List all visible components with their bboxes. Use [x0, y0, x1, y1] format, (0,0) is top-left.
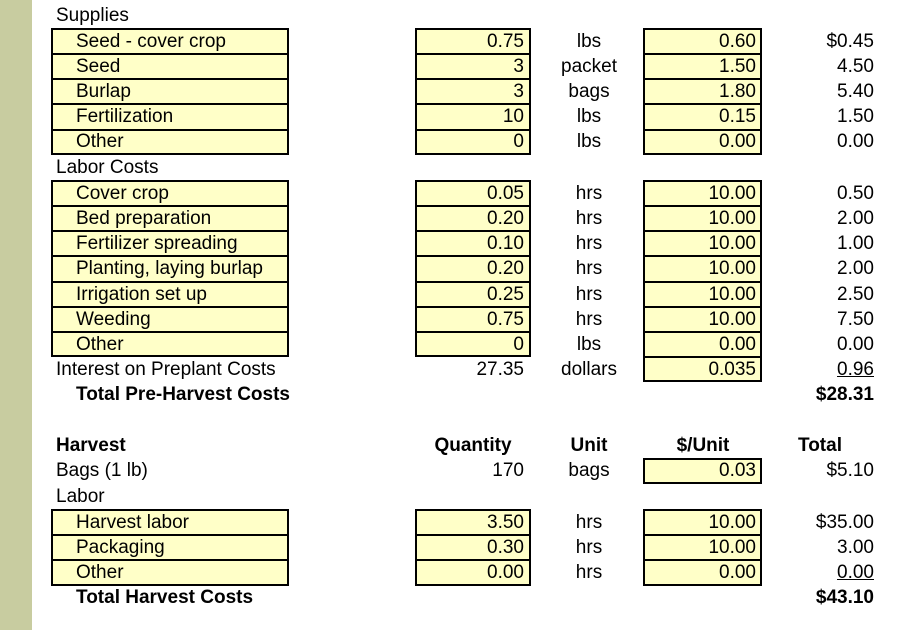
row-price[interactable]: 1.80 — [719, 81, 756, 102]
row-quantity[interactable]: 0.30 — [487, 537, 524, 558]
column-header-price: $/Unit — [676, 435, 730, 456]
column-header-quantity: Quantity — [434, 435, 512, 456]
table-row — [0, 206, 910, 231]
row-quantity[interactable]: 0 — [513, 334, 524, 355]
row-total: 0.00 — [837, 334, 874, 355]
table-row — [0, 535, 910, 560]
row-unit: lbs — [576, 31, 602, 52]
row-total: 5.40 — [837, 81, 874, 102]
row-total: 0.00 — [837, 131, 874, 152]
row-unit: hrs — [575, 208, 603, 229]
row-unit: hrs — [575, 309, 603, 330]
row-price[interactable]: 0.00 — [719, 562, 756, 583]
interest-unit: dollars — [561, 359, 617, 380]
row-price[interactable]: 0.00 — [719, 334, 756, 355]
row-label[interactable]: Bed preparation — [76, 208, 212, 229]
supplies-header-row — [0, 3, 910, 28]
row-quantity[interactable]: 0.00 — [487, 562, 524, 583]
row-price[interactable]: 10.00 — [708, 284, 756, 305]
total-preharvest-label: Total Pre-Harvest Costs — [76, 384, 290, 405]
row-label[interactable]: Irrigation set up — [76, 284, 207, 305]
row-total: 7.50 — [837, 309, 874, 330]
row-price[interactable]: 10.00 — [708, 183, 756, 204]
total-preharvest-row — [0, 382, 910, 407]
total-harvest-row — [0, 585, 910, 610]
row-price[interactable]: 0.60 — [719, 31, 756, 52]
row-quantity[interactable]: 0.75 — [487, 309, 524, 330]
row-quantity[interactable]: 3 — [513, 56, 524, 77]
row-label[interactable]: Seed — [76, 56, 121, 77]
section-labor: Labor — [56, 486, 105, 507]
column-header-unit: Unit — [570, 435, 608, 456]
row-unit: lbs — [576, 131, 602, 152]
row-unit: hrs — [575, 512, 603, 533]
table-row — [0, 181, 910, 206]
labor-header-row — [0, 484, 910, 509]
row-label[interactable]: Harvest labor — [76, 512, 189, 533]
row-quantity[interactable]: 3 — [513, 81, 524, 102]
row-quantity[interactable]: 0.20 — [487, 258, 524, 279]
row-unit: hrs — [575, 258, 603, 279]
section-harvest: Harvest — [56, 435, 126, 456]
row-total: 2.00 — [837, 208, 874, 229]
row-label[interactable]: Other — [76, 131, 124, 152]
total-harvest-value: $43.10 — [815, 587, 874, 608]
interest-rate[interactable]: 0.035 — [708, 359, 756, 380]
row-quantity[interactable]: 10 — [502, 106, 524, 127]
row-total: 2.00 — [837, 258, 874, 279]
row-label[interactable]: Other — [76, 334, 124, 355]
row-label[interactable]: Other — [76, 562, 124, 583]
bags-total: $5.10 — [826, 460, 874, 481]
row-label[interactable]: Weeding — [76, 309, 151, 330]
table-row — [0, 79, 910, 104]
row-unit: hrs — [575, 284, 603, 305]
table-row — [0, 307, 910, 332]
row-price[interactable]: 0.15 — [719, 106, 756, 127]
row-quantity[interactable]: 3.50 — [487, 512, 524, 533]
row-total: 0.50 — [837, 183, 874, 204]
table-row — [0, 104, 910, 129]
row-total: 2.50 — [837, 284, 874, 305]
table-row — [0, 560, 910, 585]
table-row — [0, 129, 910, 154]
row-total: 0.00 — [837, 562, 874, 583]
table-row — [0, 54, 910, 79]
table-row — [0, 29, 910, 54]
row-price[interactable]: 10.00 — [708, 512, 756, 533]
row-label[interactable]: Planting, laying burlap — [76, 258, 263, 279]
interest-row — [0, 357, 910, 382]
column-header-total: Total — [798, 435, 842, 456]
row-quantity[interactable]: 0.10 — [487, 233, 524, 254]
row-price[interactable]: 10.00 — [708, 309, 756, 330]
row-unit: hrs — [575, 562, 603, 583]
bags-price[interactable]: 0.03 — [719, 460, 756, 481]
row-total: 4.50 — [837, 56, 874, 77]
row-unit: hrs — [575, 537, 603, 558]
row-unit: hrs — [575, 233, 603, 254]
row-label[interactable]: Fertilizer spreading — [76, 233, 238, 254]
row-total: 1.00 — [837, 233, 874, 254]
row-unit: lbs — [576, 334, 602, 355]
row-unit: bags — [568, 81, 610, 102]
table-row — [0, 256, 910, 281]
row-total: $0.45 — [826, 31, 874, 52]
row-label[interactable]: Cover crop — [76, 183, 169, 204]
row-label[interactable]: Packaging — [76, 537, 165, 558]
interest-quantity: 27.35 — [476, 359, 524, 380]
row-price[interactable]: 10.00 — [708, 258, 756, 279]
bags-quantity: 170 — [492, 460, 524, 481]
row-price[interactable]: 1.50 — [719, 56, 756, 77]
row-price[interactable]: 10.00 — [708, 537, 756, 558]
row-label[interactable]: Burlap — [76, 81, 131, 102]
row-quantity[interactable]: 0.05 — [487, 183, 524, 204]
row-price[interactable]: 10.00 — [708, 208, 756, 229]
row-total: 1.50 — [837, 106, 874, 127]
row-price[interactable]: 0.00 — [719, 131, 756, 152]
table-row — [0, 282, 910, 307]
row-label[interactable]: Seed - cover crop — [76, 31, 226, 52]
row-unit: lbs — [576, 106, 602, 127]
row-quantity[interactable]: 0 — [513, 131, 524, 152]
table-row — [0, 332, 910, 357]
section-labor-costs: Labor Costs — [56, 157, 159, 178]
section-supplies: Supplies — [56, 5, 129, 26]
table-row — [0, 510, 910, 535]
bags-unit: bags — [568, 460, 610, 481]
row-quantity[interactable]: 0.20 — [487, 208, 524, 229]
table-row — [0, 231, 910, 256]
total-preharvest-value: $28.31 — [815, 384, 874, 405]
labor-costs-header-row — [0, 155, 910, 180]
interest-total: 0.96 — [837, 359, 874, 380]
total-harvest-label: Total Harvest Costs — [76, 587, 254, 608]
row-unit: packet — [561, 56, 617, 77]
bags-row — [0, 458, 910, 483]
row-quantity[interactable]: 0.25 — [487, 284, 524, 305]
interest-label: Interest on Preplant Costs — [56, 359, 276, 380]
row-quantity[interactable]: 0.75 — [487, 31, 524, 52]
row-label[interactable]: Fertilization — [76, 106, 174, 127]
row-unit: hrs — [575, 183, 603, 204]
bags-label: Bags (1 lb) — [56, 460, 148, 481]
row-total: 3.00 — [837, 537, 874, 558]
harvest-header-row — [0, 433, 910, 458]
row-price[interactable]: 10.00 — [708, 233, 756, 254]
row-total: $35.00 — [815, 512, 874, 533]
